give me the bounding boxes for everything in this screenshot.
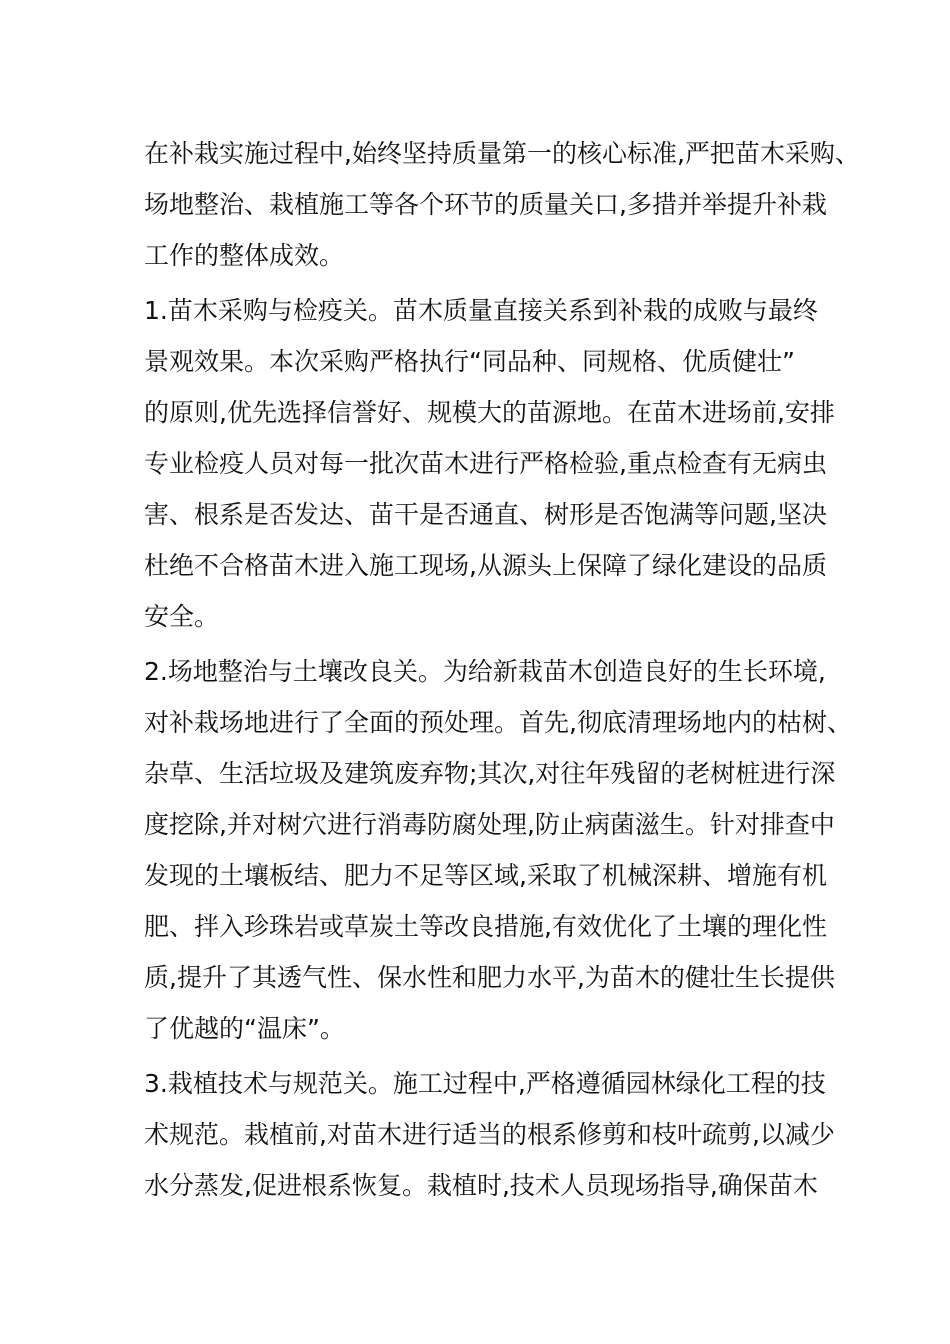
- text-line: 2.场地整治与土壤改良关。为给新栽苗木创造良好的生长环境,: [144, 657, 826, 686]
- text-line: 质,提升了其透气性、保水性和肥力水平,为苗木的健壮生长提供: [144, 963, 835, 992]
- text-line: 肥、拌入珍珠岩或草炭土等改良措施,有效优化了土壤的理化性: [144, 912, 827, 941]
- paragraph-intro: [144, 128, 860, 281]
- text-line: 水分蒸发,促进根系恢复。栽植时,技术人员现场指导,确保苗木: [144, 1171, 818, 1200]
- text-line: 3.栽植技术与规范关。施工过程中,严格遵循园林绿化工程的技: [144, 1069, 826, 1098]
- paragraph-seedling-procurement: [144, 285, 835, 642]
- body-text: [144, 128, 860, 1211]
- text-line: 工作的整体成效。: [144, 241, 345, 270]
- text-line: 景观效果。本次采购严格执行“同品种、同规格、优质健壮”: [144, 347, 795, 376]
- text-line: 安全。: [144, 602, 220, 631]
- text-line: 发现的土壤板结、肥力不足等区域,采取了机械深耕、增施有机: [144, 861, 827, 890]
- text-line: 的原则,优先选择信誉好、规模大的苗源地。在苗木进场前,安排: [144, 398, 835, 427]
- text-line: 1.苗木采购与检疫关。苗木质量直接关系到补栽的成败与最终: [144, 296, 818, 325]
- text-line: 对补栽场地进行了全面的预处理。首先,彻底清理场地内的枯树、: [144, 708, 852, 737]
- text-line: 了优越的“温床”。: [144, 1014, 345, 1043]
- text-line: 场地整治、栽植施工等各个环节的质量关口,多措并举提升补栽: [144, 190, 827, 219]
- text-line: 害、根系是否发达、苗干是否通直、树形是否饱满等问题,坚决: [144, 500, 827, 529]
- text-line: 杜绝不合格苗木进入施工现场,从源头上保障了绿化建设的品质: [144, 551, 827, 580]
- text-line: 专业检疫人员对每一批次苗木进行严格检验,重点检查有无病虫: [144, 449, 827, 478]
- text-line: 术规范。栽植前,对苗木进行适当的根系修剪和枝叶疏剪,以减少: [144, 1120, 835, 1149]
- text-line: 在补栽实施过程中,始终坚持质量第一的核心标准,严把苗木采购、: [144, 139, 860, 168]
- text-line: 杂草、生活垃圾及建筑废弃物;其次,对往年残留的老树桩进行深: [144, 759, 836, 788]
- text-line: 度挖除,并对树穴进行消毒防腐处理,防止病菌滋生。针对排查中: [144, 810, 835, 839]
- paragraph-site-preparation: [144, 646, 852, 1054]
- paragraph-planting-technique: [144, 1058, 835, 1211]
